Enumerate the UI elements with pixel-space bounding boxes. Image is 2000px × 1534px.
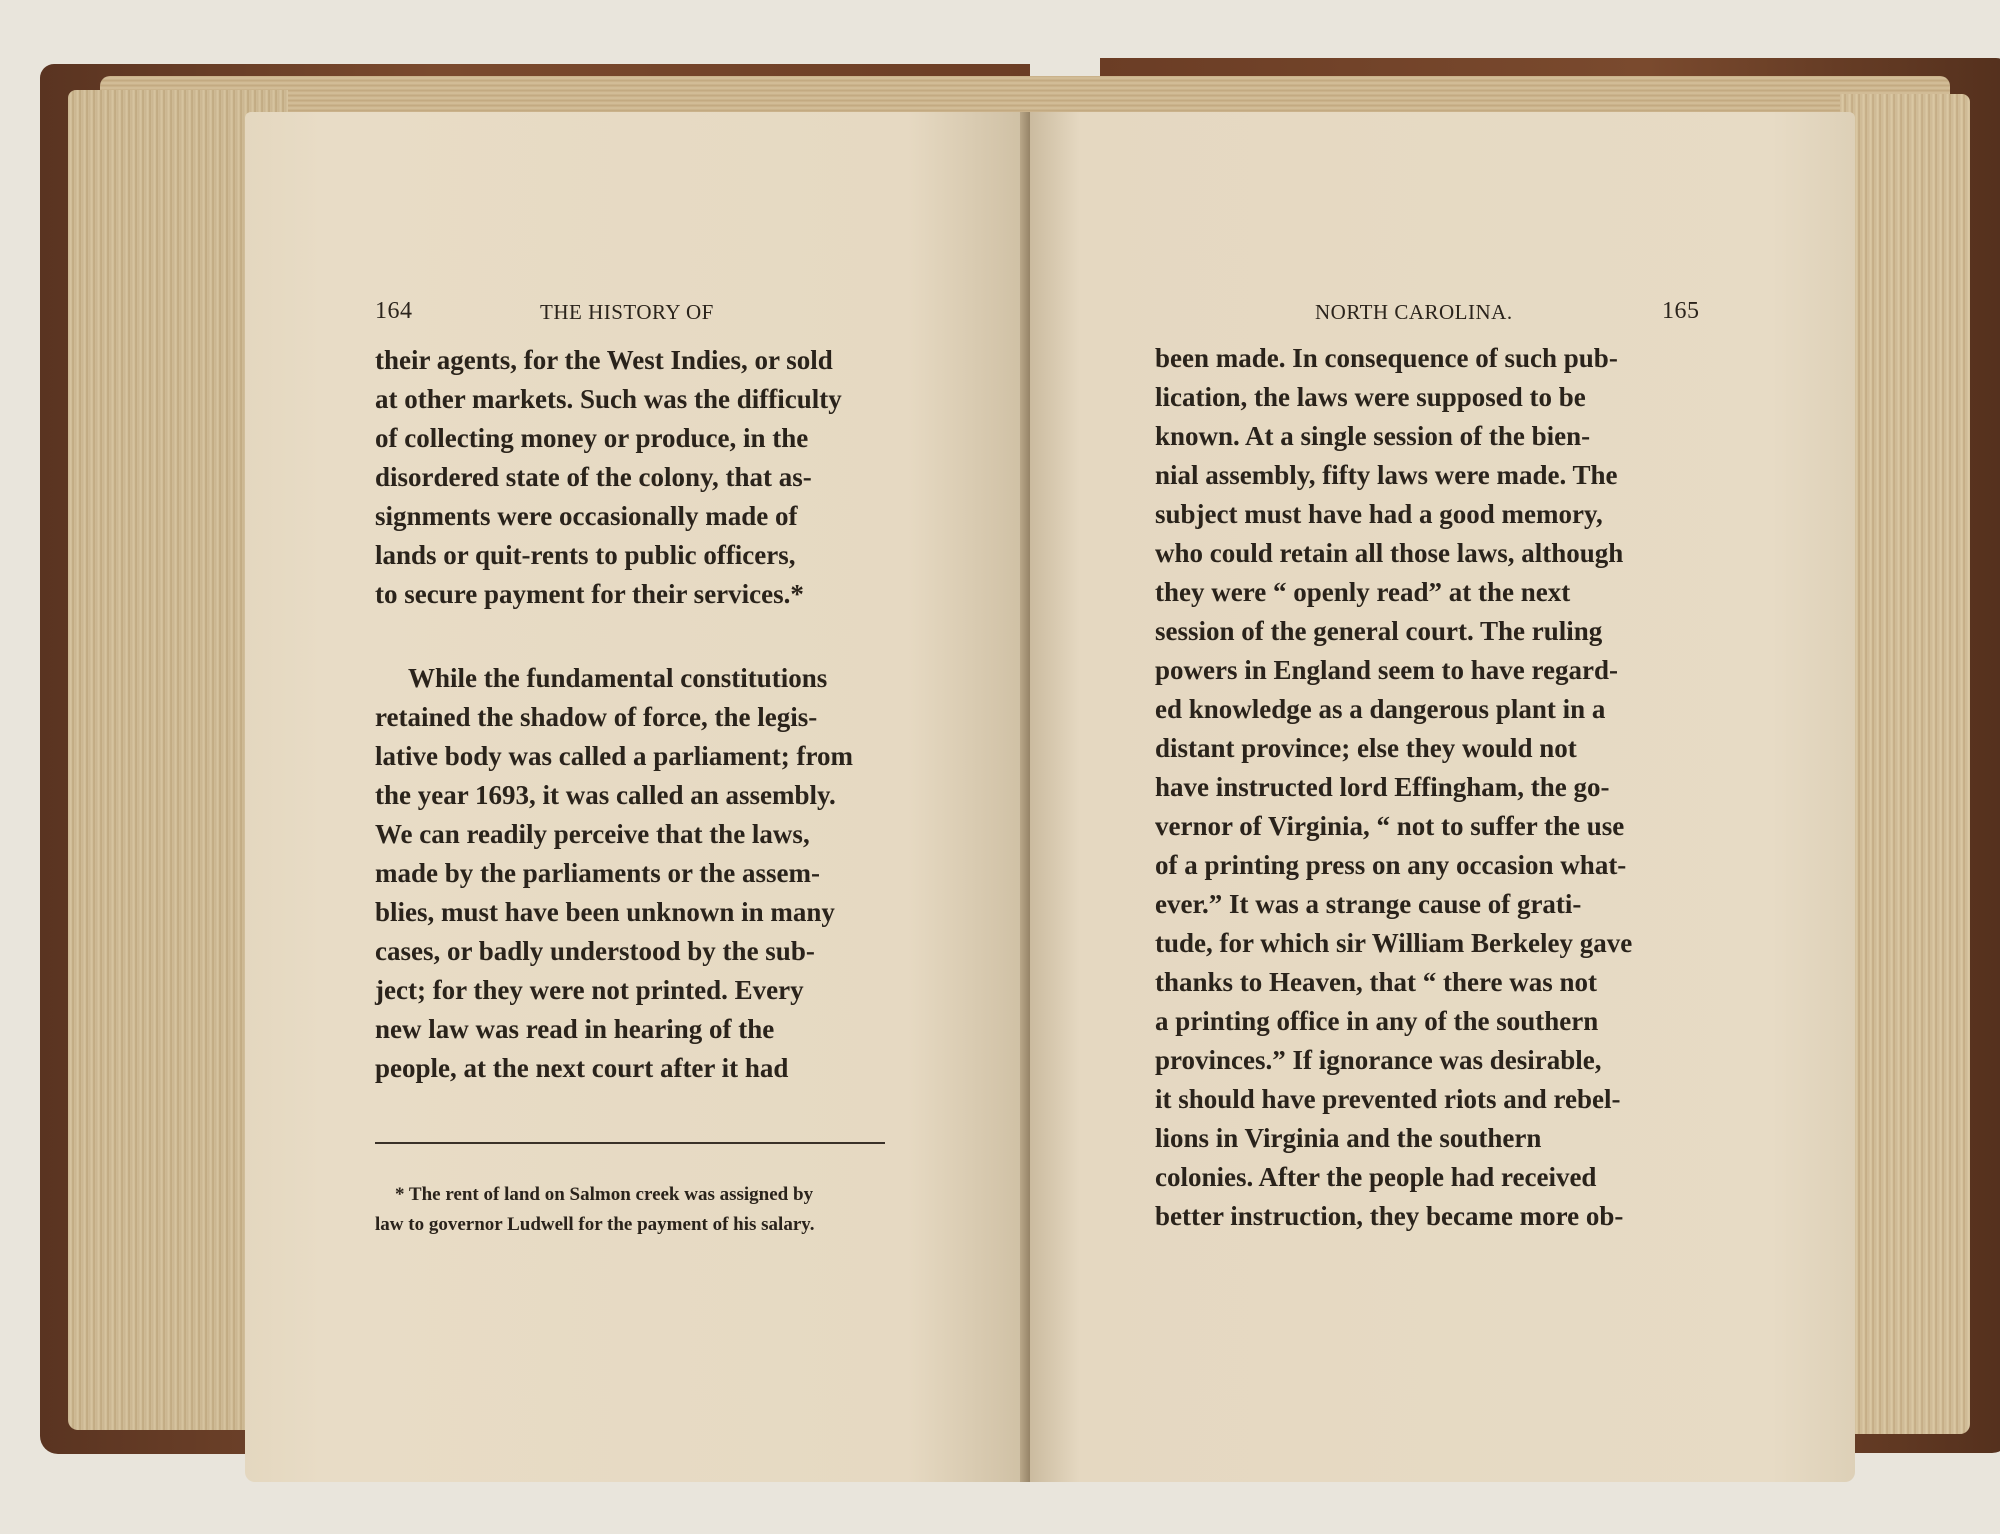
text-line: to secure payment for their services.*: [375, 579, 804, 609]
right-running-title: NORTH CAROLINA.: [1315, 300, 1513, 324]
text-line: ever.” It was a strange cause of grati-: [1155, 889, 1582, 919]
text-line: ed knowledge as a dangerous plant in a: [1155, 694, 1606, 724]
text-line: tude, for which sir William Berkeley gave: [1155, 928, 1633, 958]
text-line: known. At a single session of the bien-: [1155, 421, 1591, 451]
left-running-title: THE HISTORY OF: [540, 300, 714, 324]
text-line: blies, must have been unknown in many: [375, 897, 835, 927]
text-line: powers in England seem to have regard-: [1155, 655, 1618, 685]
left-page: [245, 112, 1025, 1482]
text-line: it should have prevented riots and rebel-: [1155, 1084, 1621, 1114]
text-line: of collecting money or produce, in the: [375, 423, 809, 453]
text-line: We can readily perceive that the laws,: [375, 819, 810, 849]
text-line: disordered state of the colony, that as-: [375, 462, 812, 492]
text-line: ject; for they were not printed. Every: [375, 975, 804, 1005]
footnote-rule: [375, 1142, 885, 1144]
text-line: people, at the next court after it had: [375, 1053, 789, 1083]
text-line: lions in Virginia and the southern: [1155, 1123, 1542, 1153]
right-running-head: [1155, 298, 1715, 328]
text-line: lands or quit-rents to public officers,: [375, 540, 796, 570]
text-line: nial assembly, fifty laws were made. The: [1155, 460, 1618, 490]
text-line: new law was read in hearing of the: [375, 1014, 775, 1044]
text-line: provinces.” If ignorance was desirable,: [1155, 1045, 1602, 1075]
left-page-number: 164: [375, 298, 413, 324]
text-line: cases, or badly understood by the sub-: [375, 936, 815, 966]
text-line: have instructed lord Effingham, the go-: [1155, 772, 1610, 802]
text-line: who could retain all those laws, although: [1155, 538, 1624, 568]
text-line: distant province; else they would not: [1155, 733, 1577, 763]
footnote-line: law to governor Ludwell for the payment of his salary.: [375, 1214, 815, 1235]
paragraph-start: While the fundamental constitutions: [408, 663, 828, 693]
text-line: better instruction, they became more ob-: [1155, 1201, 1624, 1231]
text-line: thanks to Heaven, that “ there was not: [1155, 967, 1598, 997]
text-line: lative body was called a parliament; from: [375, 741, 853, 771]
text-line: colonies. After the people had received: [1155, 1162, 1597, 1192]
text-line: session of the general court. The ruling: [1155, 616, 1603, 646]
open-book: [40, 50, 1960, 1460]
text-line: at other markets. Such was the difficulty: [375, 384, 842, 414]
text-line: the year 1693, it was called an assembly.: [375, 780, 836, 810]
right-page-number: 165: [1662, 298, 1700, 324]
text-line: signments were occasionally made of: [375, 501, 798, 531]
text-line: a printing office in any of the southern: [1155, 1006, 1599, 1036]
text-line: retained the shadow of force, the legis-: [375, 702, 818, 732]
text-line: lication, the laws were supposed to be: [1155, 382, 1586, 412]
text-line: subject must have had a good memory,: [1155, 499, 1603, 529]
left-running-head: [375, 298, 895, 328]
text-line: vernor of Virginia, “ not to suffer the use: [1155, 811, 1625, 841]
footnote-line: * The rent of land on Salmon creek was assigned by: [395, 1184, 814, 1205]
text-line: been made. In consequence of such pub-: [1155, 343, 1618, 373]
text-line: of a printing press on any occasion what-: [1155, 850, 1627, 880]
text-line: their agents, for the West Indies, or sold: [375, 345, 833, 375]
text-line: made by the parliaments or the assem-: [375, 858, 820, 888]
text-line: they were “ openly read” at the next: [1155, 577, 1571, 607]
page-edges-right: [1840, 94, 1970, 1434]
right-page: [1030, 112, 1855, 1482]
